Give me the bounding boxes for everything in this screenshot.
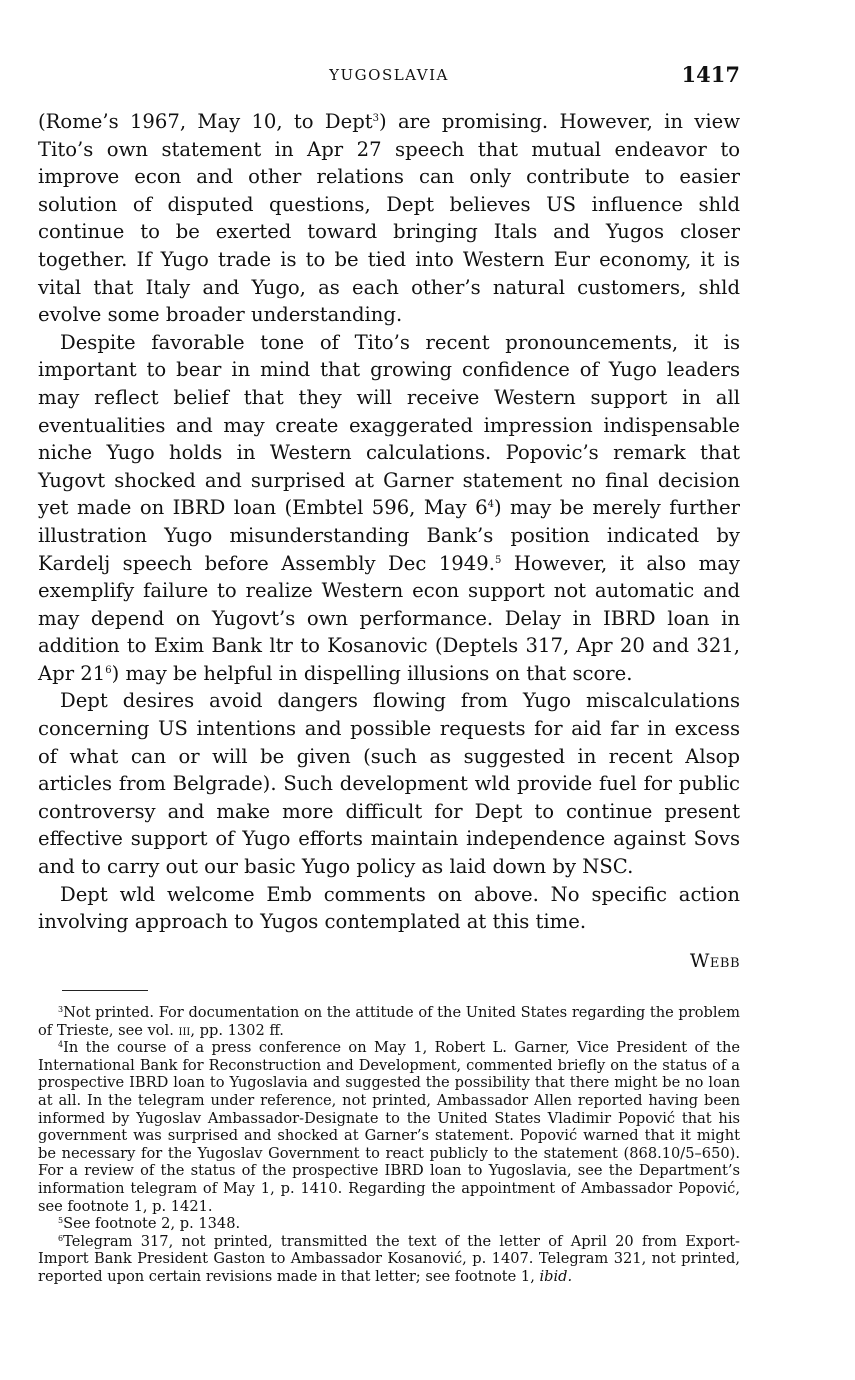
paragraph-1: (Rome’s 1967, May 10, to Dept$^3$) are promising. However, in view Tito’s own statement in Apr 27 speech that mutual endeavor to improve econ and other relations can only contribute to easier solution of disputed questions, Dept believes US influence shld continue to be exerted toward bringing Itals and Yugos closer together. If Yugo trade is to be tied into Western Eur economy, it is vital that Italy and Yugo, as each other’s natural customers, shld evolve some broader understanding. <box>38 110 740 327</box>
footnote-mark: 3 <box>58 1005 64 1014</box>
paragraph-4: Dept wld welcome Emb comments on above. No specific action involving approach to Yugos contemplated at this time. <box>38 882 740 934</box>
paragraph-2: Despite favorable tone of Tito’s recent pronouncements, it is important to bear in mind that growing confidence of Yugo leaders may reflect belief that they will receive Western support in all eventualities and may create exaggerated impression indispensable niche Yugo holds in Western calculations. Popovic’s remark that Yugovt shocked and surprised at Garner statement no final decision yet made on IBRD loan (Embtel 596, May $6^4$) may be merely further illustration Yugo misunderstanding Bank’s position indicated by Kardelj speech before Assembly Dec 1949.$^5$ However, it also may exemplify failure to realize Western econ support not automatic and may depend on Yugovt’s own performance. Delay in IBRD loan in addition to Exim Bank ltr to Kosanovic (Deptels 317, Apr 20 and 321, Apr $21^6$) may be helpful in dispelling illusions on that score. <box>38 330 741 685</box>
paragraph-3: Dept desires avoid dangers flowing from Yugo miscalculations concerning US intentions and possible requests for aid far in excess of what can or will be given (such as suggested in recent Alsop articles from Belgrade). Such development wld provide fuel for public controversy and make more difficult for Dept to continue present effective support of Yugo efforts maintain independence against Sovs and to carry out our basic Yugo policy as laid down by NSC. <box>38 689 740 879</box>
footnote-mark: 4 <box>58 1040 64 1050</box>
body-text <box>38 108 740 936</box>
footnote-ref-6: 6 <box>105 664 112 676</box>
footnote-ref-3: 3 <box>372 113 379 124</box>
footnote-4: $^4$In the course of a press conference on May 1, Robert L. Garner, Vice President of the International Bank for Reconstruction and Development, commented briefly on the status of a prospective IBRD loan to Yugoslavia and suggested the possibility that there might be no loan at all. In the telegram under reference, not printed, Ambassador Allen reported having been informed by Yugoslav Ambassador-Designate to the United States Vladimir Popović that his government was surprised and shocked at Garner’s statement. Popović warned that it might be necessary for the Yugoslav Government to react publicly to the statement (868.10/5–650). For a review of the status of the prospective IBRD loan to Yugoslavia, see the Department’s information telegram of May 1, p. 1410. Regarding the appointment of Ambassador Popović, see footnote 1, p. 1421. <box>38 1039 740 1215</box>
page-header <box>38 62 740 92</box>
page-number: 1417 <box>681 62 740 87</box>
footnote-mark: 5 <box>58 1216 64 1226</box>
footnote-5: $^5$See footnote 2, p. 1348. <box>58 1215 241 1233</box>
footnote-ref-5: 5 <box>494 554 502 566</box>
footnote-ref-4: 4 <box>487 499 494 511</box>
footnotes <box>38 1004 740 1286</box>
footnote-6: $^6$Telegram 317, not printed, transmitted the text of the letter of April 20 from Export-Import Bank President Gaston to Ambassador Kosanović, p. 1407. Telegram 321, not printed, reported upon certain revisions made in that letter; see footnote 1, ibid. <box>38 1232 740 1285</box>
footnote-divider <box>62 990 148 991</box>
footnote-3: $^3$Not printed. For documentation on the attitude of the United States regarding the problem of Trieste, see vol. iii, pp. 1302 ff. <box>38 1004 740 1039</box>
running-head: YUGOSLAVIA <box>329 66 449 84</box>
signature: Webb <box>689 950 740 972</box>
footnote-mark: 6 <box>58 1233 64 1243</box>
